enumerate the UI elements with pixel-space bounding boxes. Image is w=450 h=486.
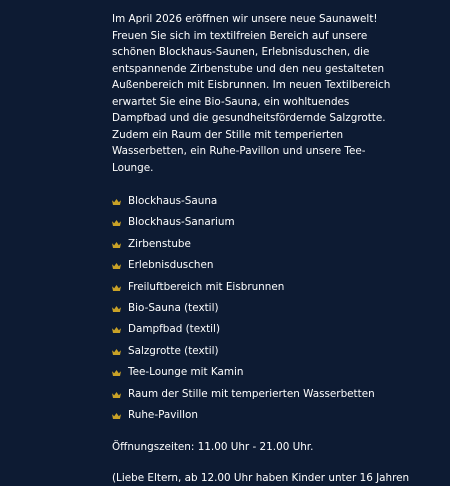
crown-icon [112, 370, 121, 376]
feature-label: Raum der Stille mit temperierten Wasserbetten [128, 387, 375, 400]
sauna-info-section [112, 11, 410, 486]
feature-label: Blockhaus-Sauna [128, 195, 218, 207]
crown-icon [112, 242, 121, 248]
feature-label: Bio-Sauna (textil) [128, 301, 219, 314]
list-item [112, 341, 392, 362]
feature-label: Tee-Lounge mit Kamin [128, 366, 244, 379]
crown-icon [112, 306, 121, 312]
feature-label: Erlebnisduschen [128, 259, 214, 272]
crown-icon [112, 263, 121, 269]
list-item [112, 277, 392, 298]
intro-paragraph: Im April 2026 eröffnen wir unsere neue Saunawelt! Freuen Sie sich im textilfreien Bereich auf unsere schönen Blockhaus-Saunen, Erlebnisduschen, die entspannende Zirbenstube und den neu gestalteten Außenbereich mit Eisbrunnen. Im neuen Textilbereich erwartet Sie eine Bio-Sauna, ein wohltuendes Dampfbad und die gesundheitsfördernde Salzgrotte. Zudem ein Raum der Stille mit temperierten Wasserbetten, ein Ruhe-Pavillon und unsere Tee-Lounge. [112, 13, 391, 174]
list-item [112, 234, 392, 255]
feature-label: Ruhe-Pavillon [128, 408, 198, 421]
feature-label: Blockhaus-Sanarium [128, 216, 235, 229]
opening-hours: Öffnungszeiten: 11.00 Uhr - 21.00 Uhr. [112, 441, 314, 454]
list-item [112, 212, 392, 233]
feature-label: Dampfbad (textil) [128, 323, 220, 336]
crown-icon [112, 327, 121, 333]
list-item [112, 405, 392, 426]
crown-icon [112, 199, 121, 205]
crown-icon [112, 413, 121, 419]
list-item [112, 255, 392, 276]
parents-note: (Liebe Eltern, ab 12.00 Uhr haben Kinder unter 16 Jahren [112, 471, 410, 484]
crown-icon [112, 392, 121, 398]
feature-list [112, 191, 392, 426]
crown-icon [112, 220, 121, 226]
feature-label: Zirbenstube [128, 237, 191, 250]
crown-icon [112, 285, 121, 291]
list-item [112, 319, 392, 340]
feature-label: Freiluftbereich mit Eisbrunnen [128, 280, 285, 293]
list-item [112, 384, 392, 405]
list-item [112, 298, 392, 319]
feature-label: Salzgrotte (textil) [128, 344, 219, 357]
crown-icon [112, 349, 121, 355]
list-item [112, 362, 392, 383]
list-item [112, 191, 392, 212]
